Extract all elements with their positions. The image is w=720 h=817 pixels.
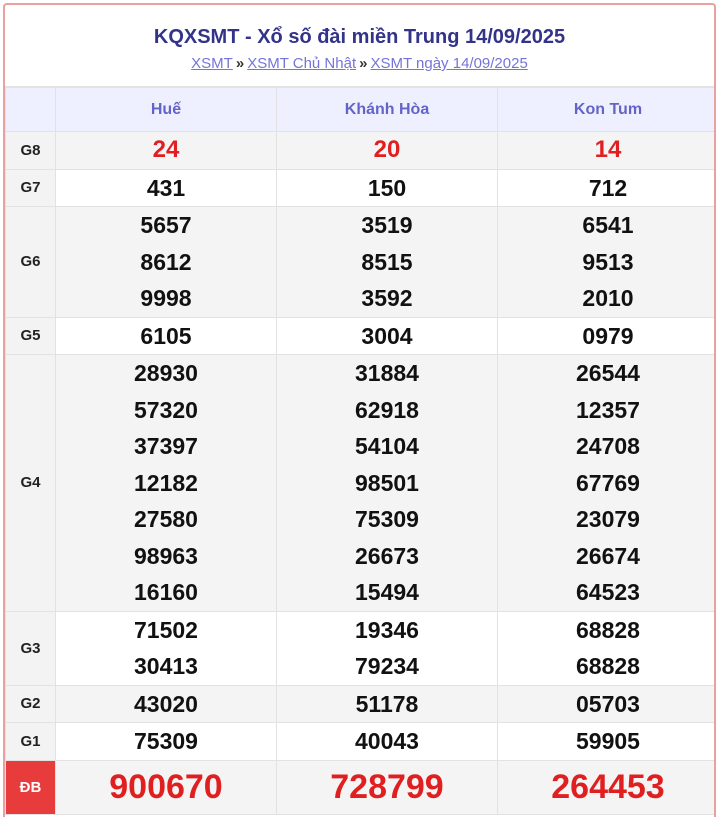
result-number: 2010 [582, 285, 634, 311]
breadcrumb-xsmt-sunday-link[interactable]: XSMT Chủ Nhật [247, 55, 357, 72]
result-number: 24 [152, 136, 180, 163]
result-number: 75309 [134, 728, 198, 754]
result-number: 8612 [140, 248, 192, 275]
prize-row [6, 317, 717, 355]
result-number: 0979 [582, 322, 634, 349]
result-number: 23079 [576, 506, 640, 532]
result-cell-kon-tum [498, 611, 717, 685]
result-cell-kon-tum [498, 317, 717, 355]
result-number: 5657 [140, 212, 192, 238]
result-number: 19346 [355, 616, 419, 643]
prize-label: G7 [6, 169, 56, 207]
result-number: 98501 [355, 469, 419, 496]
prize-row [6, 132, 717, 170]
prize-label: G5 [6, 317, 56, 355]
result-number: 68828 [576, 653, 640, 679]
province-header-hue[interactable]: Huế [56, 88, 277, 132]
result-number: 150 [367, 174, 407, 201]
results-header [5, 5, 714, 87]
result-cell-kon-tum [498, 169, 717, 207]
result-cell-khanh-hoa [277, 611, 498, 685]
result-cell-kon-tum [498, 760, 717, 814]
result-number: 59905 [576, 728, 640, 754]
prize-row [6, 685, 717, 723]
result-cell-hue [56, 207, 277, 318]
result-cell-khanh-hoa [277, 169, 498, 207]
prize-label: G4 [6, 355, 56, 612]
result-number: 37397 [134, 433, 198, 459]
result-number: 79234 [355, 653, 419, 679]
result-number: 3004 [361, 322, 413, 349]
result-number: 71502 [134, 616, 198, 643]
prize-label: G1 [6, 723, 56, 761]
results-panel [3, 3, 716, 817]
result-number: 26673 [355, 542, 419, 569]
result-number: 900670 [109, 768, 223, 806]
breadcrumb [5, 55, 714, 73]
prize-row [6, 355, 717, 612]
result-number: 05703 [576, 690, 640, 717]
province-header-khanh-hoa[interactable]: Khánh Hòa [277, 88, 498, 132]
result-cell-khanh-hoa [277, 355, 498, 612]
prize-label: G8 [6, 132, 56, 170]
result-cell-hue [56, 685, 277, 723]
result-number: 9998 [140, 285, 192, 311]
result-number: 27580 [134, 506, 198, 532]
result-number: 14 [594, 136, 622, 163]
prize-row [6, 760, 717, 814]
result-number: 20 [373, 136, 401, 163]
result-number: 67769 [576, 469, 640, 496]
result-number: 30413 [134, 653, 198, 679]
result-cell-kon-tum [498, 207, 717, 318]
result-number: 68828 [576, 616, 640, 643]
result-cell-kon-tum [498, 685, 717, 723]
result-number: 57320 [134, 396, 198, 423]
header-corner-cell [6, 88, 56, 132]
result-number: 62918 [355, 396, 419, 423]
result-cell-hue [56, 760, 277, 814]
province-header-kon-tum[interactable]: Kon Tum [498, 88, 717, 132]
result-number: 40043 [355, 728, 419, 754]
prize-row [6, 207, 717, 318]
result-number: 26674 [576, 542, 640, 569]
result-number: 51178 [355, 690, 419, 717]
result-cell-khanh-hoa [277, 207, 498, 318]
result-number: 9513 [582, 248, 634, 275]
results-table [5, 87, 716, 815]
breadcrumb-separator: » [235, 55, 245, 72]
result-number: 8515 [361, 248, 413, 275]
result-number: 6105 [140, 322, 192, 349]
prize-label: ĐB [6, 760, 56, 814]
result-cell-hue [56, 132, 277, 170]
result-cell-hue [56, 611, 277, 685]
result-number: 31884 [355, 360, 419, 386]
page-title: KQXSMT - Xổ số đài miền Trung 14/09/2025 [153, 26, 566, 48]
result-cell-khanh-hoa [277, 317, 498, 355]
result-cell-kon-tum [498, 355, 717, 612]
result-number: 712 [588, 174, 628, 201]
result-number: 431 [146, 174, 186, 201]
result-cell-kon-tum [498, 723, 717, 761]
result-number: 75309 [355, 506, 419, 532]
prize-label: G2 [6, 685, 56, 723]
result-number: 98963 [134, 542, 198, 569]
result-cell-hue [56, 317, 277, 355]
prize-row [6, 723, 717, 761]
result-number: 64523 [576, 579, 640, 605]
result-number: 728799 [330, 768, 444, 806]
result-number: 3519 [361, 212, 413, 238]
result-number: 12357 [576, 396, 640, 423]
prize-row [6, 169, 717, 207]
result-number: 54104 [355, 433, 419, 459]
prize-row [6, 611, 717, 685]
result-number: 6541 [582, 212, 634, 238]
breadcrumb-xsmt-date-link[interactable]: XSMT ngày 14/09/2025 [370, 55, 528, 72]
prize-label: G3 [6, 611, 56, 685]
result-number: 15494 [355, 579, 419, 605]
result-number: 3592 [361, 285, 413, 311]
breadcrumb-xsmt-link[interactable]: XSMT [191, 55, 233, 72]
result-cell-khanh-hoa [277, 685, 498, 723]
prize-rows [6, 132, 717, 815]
result-cell-hue [56, 723, 277, 761]
result-number: 12182 [134, 469, 198, 496]
breadcrumb-separator: » [359, 55, 368, 72]
result-number: 26544 [576, 360, 640, 386]
result-number: 28930 [134, 360, 198, 386]
result-cell-hue [56, 169, 277, 207]
result-number: 264453 [551, 768, 665, 806]
result-number: 24708 [576, 433, 640, 459]
prize-label: G6 [6, 207, 56, 318]
result-number: 16160 [134, 579, 198, 605]
result-cell-hue [56, 355, 277, 612]
result-cell-khanh-hoa [277, 132, 498, 170]
result-cell-khanh-hoa [277, 723, 498, 761]
province-header-row [6, 88, 717, 132]
result-number: 43020 [134, 690, 198, 717]
result-cell-khanh-hoa [277, 760, 498, 814]
result-cell-kon-tum [498, 132, 717, 170]
